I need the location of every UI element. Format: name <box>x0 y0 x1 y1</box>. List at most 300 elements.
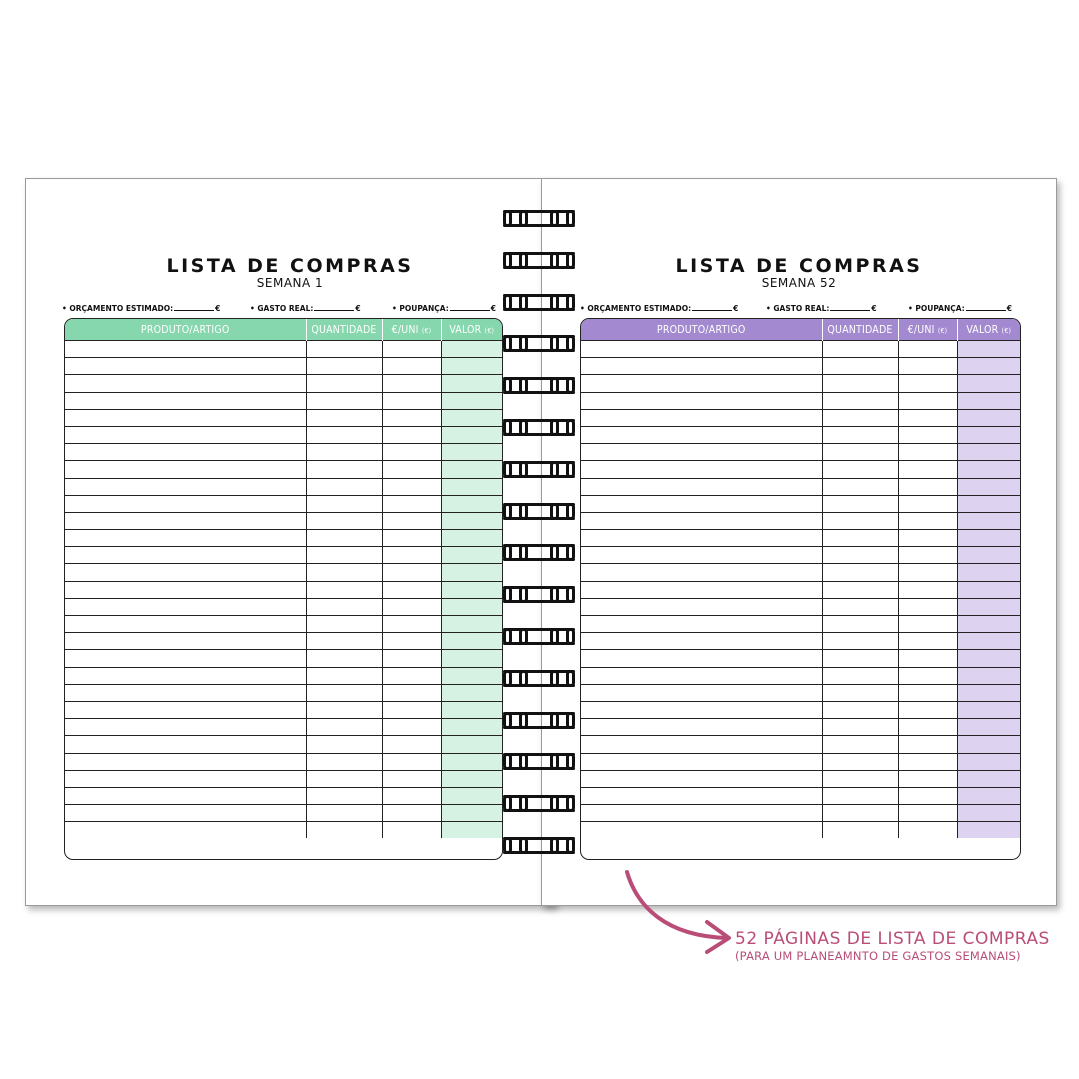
product-cell[interactable] <box>65 805 306 822</box>
value-cell[interactable] <box>441 598 502 615</box>
table-row <box>581 478 1020 495</box>
product-cell[interactable] <box>65 719 306 736</box>
table-row <box>581 409 1020 426</box>
product-cell[interactable] <box>581 530 822 547</box>
value-cell[interactable] <box>441 461 502 478</box>
product-cell[interactable] <box>65 478 306 495</box>
unit-price-cell[interactable] <box>382 358 441 375</box>
unit-price-cell[interactable] <box>898 341 957 358</box>
quantity-cell[interactable] <box>306 719 382 736</box>
product-cell[interactable] <box>581 564 822 581</box>
binding-ring-icon <box>503 335 575 352</box>
quantity-cell[interactable] <box>306 512 382 529</box>
product-cell[interactable] <box>581 787 822 804</box>
binding-ring-icon <box>503 628 575 645</box>
unit-price-cell[interactable] <box>382 770 441 787</box>
value-cell[interactable] <box>441 770 502 787</box>
binding-ring-icon <box>503 294 575 311</box>
quantity-cell[interactable] <box>306 650 382 667</box>
binding-ring-icon <box>503 795 575 812</box>
product-cell[interactable] <box>65 409 306 426</box>
table-row <box>581 719 1020 736</box>
quantity-cell[interactable] <box>822 701 898 718</box>
unit-price-cell[interactable] <box>382 667 441 684</box>
product-cell[interactable] <box>581 358 822 375</box>
quantity-cell[interactable] <box>306 633 382 650</box>
table-row <box>65 530 502 547</box>
product-cell[interactable] <box>65 426 306 443</box>
unit-price-cell[interactable] <box>898 392 957 409</box>
table-row <box>65 650 502 667</box>
table-row <box>65 805 502 822</box>
product-cell[interactable] <box>65 701 306 718</box>
quantity-cell[interactable] <box>306 701 382 718</box>
unit-price-cell[interactable] <box>898 787 957 804</box>
quantity-cell[interactable] <box>822 581 898 598</box>
product-cell[interactable] <box>581 512 822 529</box>
binding-ring-icon <box>503 544 575 561</box>
binding-ring-icon <box>503 419 575 436</box>
value-cell[interactable] <box>957 581 1020 598</box>
value-cell[interactable] <box>441 736 502 753</box>
product-cell[interactable] <box>65 341 306 358</box>
table-row <box>581 375 1020 392</box>
value-cell[interactable] <box>957 512 1020 529</box>
table-row <box>581 512 1020 529</box>
quantity-cell[interactable] <box>822 512 898 529</box>
value-cell[interactable] <box>957 409 1020 426</box>
product-cell[interactable] <box>65 770 306 787</box>
product-cell[interactable] <box>581 426 822 443</box>
table-row <box>65 736 502 753</box>
value-cell[interactable] <box>957 478 1020 495</box>
product-cell[interactable] <box>65 444 306 461</box>
quantity-cell[interactable] <box>306 667 382 684</box>
value-cell[interactable] <box>441 547 502 564</box>
product-cell[interactable] <box>581 770 822 787</box>
quantity-cell[interactable] <box>306 598 382 615</box>
value-cell[interactable] <box>441 341 502 358</box>
unit-price-cell[interactable] <box>898 426 957 443</box>
unit-price-cell[interactable] <box>382 375 441 392</box>
shopping-list-table <box>580 318 1021 860</box>
binding-ring-icon <box>503 210 575 227</box>
product-cell[interactable] <box>65 512 306 529</box>
value-cell[interactable] <box>441 701 502 718</box>
value-cell[interactable] <box>957 650 1020 667</box>
unit-price-cell[interactable] <box>382 616 441 633</box>
product-cell[interactable] <box>65 736 306 753</box>
binding-ring-icon <box>503 712 575 729</box>
table-row <box>581 667 1020 684</box>
week-label: SEMANA 1 <box>256 276 324 290</box>
quantity-cell[interactable] <box>822 461 898 478</box>
unit-price-cell[interactable] <box>382 650 441 667</box>
quantity-cell[interactable] <box>822 667 898 684</box>
value-cell[interactable] <box>957 461 1020 478</box>
unit-price-cell[interactable] <box>898 684 957 701</box>
value-cell[interactable] <box>957 787 1020 804</box>
table-row <box>581 495 1020 512</box>
quantity-cell[interactable] <box>306 426 382 443</box>
quantity-cell[interactable] <box>306 392 382 409</box>
table-row <box>65 753 502 770</box>
quantity-cell[interactable] <box>822 822 898 839</box>
table-row <box>581 736 1020 753</box>
quantity-cell[interactable] <box>306 581 382 598</box>
unit-price-cell[interactable] <box>898 616 957 633</box>
quantity-cell[interactable] <box>822 770 898 787</box>
unit-price-cell[interactable] <box>898 581 957 598</box>
binding-ring-icon <box>503 586 575 603</box>
column-header-value: VALOR (€) <box>957 319 1020 341</box>
quantity-cell[interactable] <box>822 684 898 701</box>
unit-price-cell[interactable] <box>898 650 957 667</box>
product-cell[interactable] <box>65 495 306 512</box>
product-cell[interactable] <box>581 650 822 667</box>
value-cell[interactable] <box>957 495 1020 512</box>
unit-price-cell[interactable] <box>382 341 441 358</box>
savings-field[interactable]: • POUPANÇA: € <box>908 304 1012 313</box>
value-cell[interactable] <box>441 409 502 426</box>
unit-price-cell[interactable] <box>382 701 441 718</box>
product-cell[interactable] <box>581 495 822 512</box>
quantity-cell[interactable] <box>306 616 382 633</box>
unit-price-cell[interactable] <box>382 495 441 512</box>
page-title: LISTA DE COMPRAS <box>675 255 923 277</box>
quantity-cell[interactable] <box>306 822 382 839</box>
unit-price-cell[interactable] <box>382 581 441 598</box>
product-cell[interactable] <box>65 581 306 598</box>
table-row <box>65 719 502 736</box>
product-cell[interactable] <box>581 444 822 461</box>
unit-price-cell[interactable] <box>898 409 957 426</box>
table-row <box>581 358 1020 375</box>
value-cell[interactable] <box>957 684 1020 701</box>
quantity-cell[interactable] <box>822 616 898 633</box>
quantity-cell[interactable] <box>306 375 382 392</box>
quantity-cell[interactable] <box>306 461 382 478</box>
product-cell[interactable] <box>65 822 306 839</box>
table-row <box>65 426 502 443</box>
value-cell[interactable] <box>957 633 1020 650</box>
table-row <box>581 598 1020 615</box>
unit-price-cell[interactable] <box>382 564 441 581</box>
column-header-product: PRODUTO/ARTIGO <box>581 319 822 341</box>
value-cell[interactable] <box>441 667 502 684</box>
quantity-cell[interactable] <box>306 530 382 547</box>
actual-spend-field[interactable]: • GASTO REAL: € <box>766 304 877 313</box>
value-cell[interactable] <box>957 753 1020 770</box>
shopping-list-table <box>64 318 503 860</box>
value-cell[interactable] <box>957 341 1020 358</box>
quantity-cell[interactable] <box>822 444 898 461</box>
table-row <box>581 787 1020 804</box>
table-row <box>581 461 1020 478</box>
table-row <box>581 426 1020 443</box>
product-cell[interactable] <box>581 753 822 770</box>
value-cell[interactable] <box>957 358 1020 375</box>
product-cell[interactable] <box>65 392 306 409</box>
product-cell[interactable] <box>581 616 822 633</box>
quantity-cell[interactable] <box>822 753 898 770</box>
promo-note <box>735 929 1050 963</box>
product-cell[interactable] <box>581 684 822 701</box>
value-cell[interactable] <box>957 444 1020 461</box>
table-row <box>581 547 1020 564</box>
quantity-cell[interactable] <box>306 805 382 822</box>
quantity-cell[interactable] <box>822 547 898 564</box>
value-cell[interactable] <box>441 581 502 598</box>
value-cell[interactable] <box>957 426 1020 443</box>
product-cell[interactable] <box>581 701 822 718</box>
value-cell[interactable] <box>957 598 1020 615</box>
value-cell[interactable] <box>957 392 1020 409</box>
unit-price-cell[interactable] <box>382 684 441 701</box>
quantity-cell[interactable] <box>306 409 382 426</box>
unit-price-cell[interactable] <box>382 598 441 615</box>
product-cell[interactable] <box>65 461 306 478</box>
value-cell[interactable] <box>957 770 1020 787</box>
quantity-cell[interactable] <box>822 495 898 512</box>
value-cell[interactable] <box>441 358 502 375</box>
quantity-cell[interactable] <box>306 478 382 495</box>
value-cell[interactable] <box>441 684 502 701</box>
unit-price-cell[interactable] <box>382 444 441 461</box>
value-cell[interactable] <box>441 512 502 529</box>
table-row <box>65 701 502 718</box>
estimated-budget-field[interactable]: • ORÇAMENTO ESTIMADO: € <box>580 304 739 313</box>
quantity-cell[interactable] <box>822 478 898 495</box>
table-row <box>581 564 1020 581</box>
product-cell[interactable] <box>581 375 822 392</box>
product-cell[interactable] <box>65 358 306 375</box>
value-cell[interactable] <box>957 805 1020 822</box>
quantity-cell[interactable] <box>306 787 382 804</box>
table-row <box>65 787 502 804</box>
quantity-cell[interactable] <box>822 650 898 667</box>
unit-price-cell[interactable] <box>898 736 957 753</box>
value-cell[interactable] <box>957 701 1020 718</box>
product-cell[interactable] <box>581 598 822 615</box>
quantity-cell[interactable] <box>822 426 898 443</box>
table-row <box>65 444 502 461</box>
product-cell[interactable] <box>65 753 306 770</box>
value-cell[interactable] <box>441 787 502 804</box>
value-cell[interactable] <box>957 564 1020 581</box>
table-row <box>581 616 1020 633</box>
unit-price-cell[interactable] <box>898 444 957 461</box>
product-cell[interactable] <box>65 684 306 701</box>
product-cell[interactable] <box>581 633 822 650</box>
product-cell[interactable] <box>581 341 822 358</box>
table-row <box>65 633 502 650</box>
curved-arrow-icon <box>615 866 735 956</box>
product-cell[interactable] <box>65 787 306 804</box>
value-cell[interactable] <box>441 530 502 547</box>
value-cell[interactable] <box>957 667 1020 684</box>
quantity-cell[interactable] <box>306 564 382 581</box>
unit-price-cell[interactable] <box>898 770 957 787</box>
quantity-cell[interactable] <box>306 495 382 512</box>
value-cell[interactable] <box>957 616 1020 633</box>
product-cell[interactable] <box>581 581 822 598</box>
unit-price-cell[interactable] <box>382 719 441 736</box>
product-cell[interactable] <box>581 392 822 409</box>
unit-price-cell[interactable] <box>382 409 441 426</box>
value-cell[interactable] <box>441 495 502 512</box>
savings-field[interactable]: • POUPANÇA: € <box>392 304 496 313</box>
unit-price-cell[interactable] <box>382 736 441 753</box>
table-row <box>65 512 502 529</box>
quantity-cell[interactable] <box>306 684 382 701</box>
unit-price-cell[interactable] <box>898 633 957 650</box>
value-cell[interactable] <box>441 650 502 667</box>
unit-price-cell[interactable] <box>898 375 957 392</box>
quantity-cell[interactable] <box>306 444 382 461</box>
unit-price-cell[interactable] <box>382 633 441 650</box>
unit-price-cell[interactable] <box>382 392 441 409</box>
value-cell[interactable] <box>441 616 502 633</box>
quantity-cell[interactable] <box>306 358 382 375</box>
planner-page-left <box>25 178 555 906</box>
quantity-cell[interactable] <box>822 719 898 736</box>
table-row <box>65 409 502 426</box>
table-row <box>65 461 502 478</box>
product-cell[interactable] <box>65 375 306 392</box>
table-row <box>65 341 502 358</box>
product-cell[interactable] <box>65 633 306 650</box>
quantity-cell[interactable] <box>822 564 898 581</box>
unit-price-cell[interactable] <box>382 461 441 478</box>
unit-price-cell[interactable] <box>898 598 957 615</box>
product-cell[interactable] <box>65 667 306 684</box>
quantity-cell[interactable] <box>822 805 898 822</box>
binding-ring-icon <box>503 837 575 854</box>
quantity-cell[interactable] <box>822 409 898 426</box>
value-cell[interactable] <box>957 719 1020 736</box>
product-cell[interactable] <box>581 719 822 736</box>
quantity-cell[interactable] <box>822 787 898 804</box>
value-cell[interactable] <box>441 426 502 443</box>
unit-price-cell[interactable] <box>898 822 957 839</box>
value-cell[interactable] <box>957 736 1020 753</box>
unit-price-cell[interactable] <box>382 822 441 839</box>
unit-price-cell[interactable] <box>898 719 957 736</box>
estimated-budget-field[interactable]: • ORÇAMENTO ESTIMADO: € <box>62 304 221 313</box>
unit-price-cell[interactable] <box>898 564 957 581</box>
column-header-unit-price: €/UNI (€) <box>898 319 957 341</box>
binding-ring-icon <box>503 377 575 394</box>
table-row <box>581 805 1020 822</box>
unit-price-cell[interactable] <box>382 512 441 529</box>
page-title: LISTA DE COMPRAS <box>166 255 414 277</box>
quantity-cell[interactable] <box>822 530 898 547</box>
value-cell[interactable] <box>441 392 502 409</box>
unit-price-cell[interactable] <box>898 512 957 529</box>
quantity-cell[interactable] <box>306 547 382 564</box>
product-cell[interactable] <box>65 547 306 564</box>
table-row <box>581 753 1020 770</box>
unit-price-cell[interactable] <box>382 530 441 547</box>
unit-price-cell[interactable] <box>898 805 957 822</box>
product-cell[interactable] <box>581 409 822 426</box>
product-cell[interactable] <box>581 461 822 478</box>
value-cell[interactable] <box>441 478 502 495</box>
unit-price-cell[interactable] <box>898 495 957 512</box>
product-cell[interactable] <box>581 667 822 684</box>
value-cell[interactable] <box>441 375 502 392</box>
value-cell[interactable] <box>957 822 1020 839</box>
table-row <box>65 667 502 684</box>
product-cell[interactable] <box>581 547 822 564</box>
product-cell[interactable] <box>581 805 822 822</box>
product-cell[interactable] <box>65 616 306 633</box>
table-row <box>581 530 1020 547</box>
quantity-cell[interactable] <box>306 770 382 787</box>
table-row <box>65 564 502 581</box>
quantity-cell[interactable] <box>822 341 898 358</box>
value-cell[interactable] <box>441 444 502 461</box>
unit-price-cell[interactable] <box>898 701 957 718</box>
value-cell[interactable] <box>441 805 502 822</box>
value-cell[interactable] <box>957 530 1020 547</box>
quantity-cell[interactable] <box>822 375 898 392</box>
product-cell[interactable] <box>581 478 822 495</box>
product-cell[interactable] <box>65 530 306 547</box>
quantity-cell[interactable] <box>822 358 898 375</box>
unit-price-cell[interactable] <box>382 426 441 443</box>
table-row <box>65 581 502 598</box>
product-cell[interactable] <box>65 564 306 581</box>
value-cell[interactable] <box>441 753 502 770</box>
unit-price-cell[interactable] <box>898 461 957 478</box>
quantity-cell[interactable] <box>822 598 898 615</box>
planner-page-right <box>541 178 1057 906</box>
quantity-cell[interactable] <box>822 392 898 409</box>
value-cell[interactable] <box>441 822 502 839</box>
product-cell[interactable] <box>581 736 822 753</box>
unit-price-cell[interactable] <box>382 753 441 770</box>
value-cell[interactable] <box>441 564 502 581</box>
table-row <box>65 375 502 392</box>
unit-price-cell[interactable] <box>898 358 957 375</box>
quantity-cell[interactable] <box>822 736 898 753</box>
quantity-cell[interactable] <box>306 341 382 358</box>
quantity-cell[interactable] <box>306 736 382 753</box>
value-cell[interactable] <box>957 375 1020 392</box>
unit-price-cell[interactable] <box>382 805 441 822</box>
product-cell[interactable] <box>581 822 822 839</box>
unit-price-cell[interactable] <box>898 478 957 495</box>
quantity-cell[interactable] <box>822 633 898 650</box>
value-cell[interactable] <box>957 547 1020 564</box>
unit-price-cell[interactable] <box>382 547 441 564</box>
value-cell[interactable] <box>441 719 502 736</box>
quantity-cell[interactable] <box>306 753 382 770</box>
unit-price-cell[interactable] <box>898 547 957 564</box>
value-cell[interactable] <box>441 633 502 650</box>
table-row <box>581 633 1020 650</box>
unit-price-cell[interactable] <box>898 753 957 770</box>
unit-price-cell[interactable] <box>382 478 441 495</box>
unit-price-cell[interactable] <box>898 530 957 547</box>
product-cell[interactable] <box>65 598 306 615</box>
product-cell[interactable] <box>65 650 306 667</box>
actual-spend-field[interactable]: • GASTO REAL: € <box>250 304 361 313</box>
unit-price-cell[interactable] <box>382 787 441 804</box>
unit-price-cell[interactable] <box>898 667 957 684</box>
